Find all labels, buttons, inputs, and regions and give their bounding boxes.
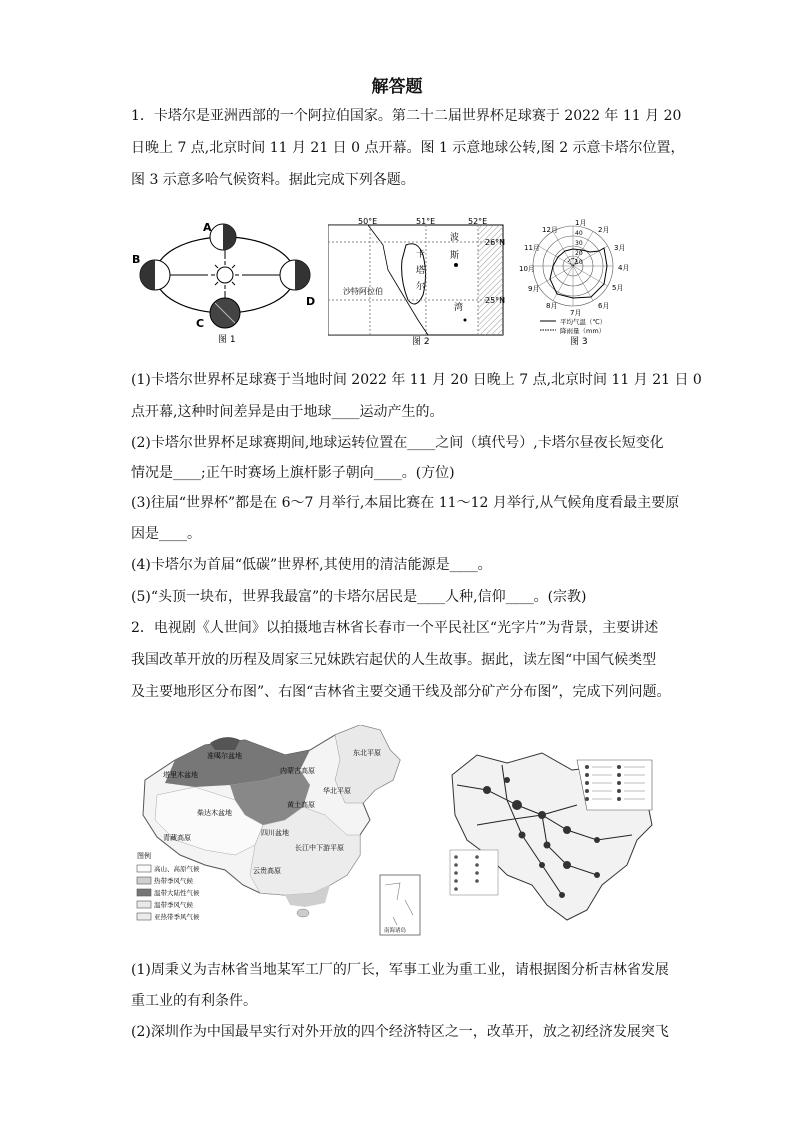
q2-intro-line: 我国改革开放的历程及周家三兄妹跌宕起伏的人生故事。据此，读左图“中国气候类型 (131, 652, 657, 668)
region-qinghai-tibet: 青藏高原 (163, 834, 191, 842)
figure-1-earth-revolution (130, 215, 320, 345)
legend-title: 图例 (137, 852, 151, 860)
lat-25: 25°N (485, 296, 506, 305)
region-tarim: 塔里木盆地 (163, 771, 198, 779)
month-3: 3月 (614, 244, 626, 252)
region-north-china-plain: 华北平原 (323, 787, 351, 795)
month-6: 6月 (598, 302, 610, 310)
q2-sub-line: 重工业的有利条件。 (131, 993, 257, 1009)
legend-item: 热带季风气候 (154, 877, 193, 885)
q1-intro-line: 日晚上 7 点,北京时间 11 月 21 日 0 点开幕。图 1 示意地球公转,图 2 示意卡塔尔位置， (131, 140, 685, 156)
q1-sub-line: (1)卡塔尔世界杯足球赛于当地时间 2022 年 11 月 20 日晚上 7 点,北京时间 11 月 21 日 0 (131, 372, 702, 388)
legend-item: 温带大陆性气候 (154, 889, 200, 897)
label-si: 斯 (450, 251, 460, 261)
region-qaidam: 柴达木盆地 (197, 809, 232, 817)
earth-c (210, 298, 240, 328)
region-inner-mongolia: 内蒙古高原 (280, 767, 315, 775)
month-2: 2月 (598, 226, 610, 234)
ring-20: 20 (575, 250, 583, 257)
q2-intro-line: 2．电视剧《人世间》以拍摄地吉林省长春市一个平民社区“光字片”为背景，主要讲述 (131, 620, 659, 636)
month-10: 10月 (519, 265, 535, 273)
lon-50: 50°E (358, 217, 378, 226)
month-12: 12月 (542, 226, 558, 234)
q1-sub-line: (4)卡塔尔为首届“低碳”世界杯,其使用的清洁能源是____。 (131, 557, 492, 573)
figure-2-caption: 图 2 (412, 337, 430, 345)
region-yangtze-plain: 长江中下游平原 (295, 844, 344, 852)
label-d: D (306, 295, 316, 308)
month-5: 5月 (612, 284, 624, 292)
label-ka: 卡 (416, 250, 426, 260)
inset-label: 南海诸岛 (384, 928, 407, 934)
month-4: 4月 (618, 264, 630, 272)
map-legend (137, 851, 200, 921)
q1-intro-line: 1．卡塔尔是亚洲西部的一个阿拉伯国家。第二十二届世界杯足球赛于 2022 年 11 月 20 (131, 108, 682, 124)
ring-40: 40 (575, 230, 583, 237)
q1-sub-line: (5)“头顶一块布，世界我最富”的卡塔尔居民是____人种,信仰____。(宗教) (131, 589, 587, 605)
lat-26: 26°N (485, 238, 506, 247)
ring-10: 10 (575, 259, 583, 266)
label-bo: 波 (450, 233, 460, 243)
q1-sub-line: (2)卡塔尔世界杯足球赛期间,地球运转位置在____之间（填代号）,卡塔尔昼夜长短变化 (131, 435, 664, 451)
region-junggar: 准噶尔盆地 (207, 752, 242, 760)
china-climate-map (135, 725, 430, 940)
month-1: 1月 (575, 219, 587, 227)
label-saudi: 沙特阿拉伯 (343, 287, 383, 296)
legend-rainfall: 降雨量（mm） (560, 327, 606, 335)
region-northeast-plain: 东北平原 (353, 749, 381, 757)
region-yungui-plateau: 云贵高原 (253, 867, 281, 875)
figure-1-caption: 图 1 (218, 335, 236, 345)
label-ta: 塔 (416, 266, 426, 276)
month-11: 11月 (524, 244, 540, 252)
section-heading: 解答题 (371, 77, 423, 97)
legend-temperature: 平均气温（℃） (560, 318, 607, 326)
legend-item: 温带季风气候 (154, 901, 193, 909)
figure-3-caption: 图 3 (570, 337, 588, 346)
month-8: 8月 (546, 302, 558, 310)
label-er: 尔 (416, 282, 426, 292)
figure-3-climate-chart (518, 218, 638, 346)
figure-2-qatar-map (328, 215, 513, 345)
earth-b (140, 260, 170, 290)
label-wan: 湾 (454, 303, 464, 313)
region-sichuan-basin: 四川盆地 (261, 829, 289, 837)
lon-52: 52°E (468, 217, 488, 226)
q1-sub-line: (3)往届“世界杯”都是在 6～7 月举行,本届比赛在 11～12 月举行,从气候角度看最主要原 (131, 495, 680, 511)
q2-sub-line: (1)周秉义为吉林省当地某军工厂的厂长，军事工业为重工业，请根据图分析吉林省发展 (131, 962, 669, 978)
q1-sub-line: 因是____。 (131, 526, 201, 542)
lon-51: 51°E (416, 217, 436, 226)
month-9: 9月 (528, 285, 540, 293)
q1-sub-line: 情况是____;正午时赛场上旗杆影子朝向____。(方位) (131, 465, 455, 481)
earth-a (210, 224, 236, 250)
earth-d (280, 260, 310, 290)
q2-sub-line: (2)深圳作为中国最早实行对外开放的四个经济特区之一，改革开，放之初经济发展突飞 (131, 1024, 669, 1040)
month-7: 7月 (570, 309, 582, 317)
label-a: A (203, 221, 212, 234)
jilin-transport-map (447, 745, 662, 925)
ring-30: 30 (575, 240, 583, 247)
q1-intro-line: 图 3 示意多哈气候资料。据此完成下列各题。 (131, 172, 415, 188)
q1-sub-line: 点开幕,这种时间差异是由于地球____运动产生的。 (131, 404, 444, 420)
label-b: B (132, 253, 141, 266)
q2-intro-line: 及主要地形区分布图”、右图“吉林省主要交通干线及部分矿产分布图”，完成下列问题。 (131, 684, 671, 700)
region-loess-plateau: 黄土高原 (287, 801, 315, 809)
legend-item: 高山、高原气候 (154, 865, 200, 873)
label-c: C (196, 317, 205, 330)
legend-item: 亚热带季风气候 (154, 913, 200, 921)
